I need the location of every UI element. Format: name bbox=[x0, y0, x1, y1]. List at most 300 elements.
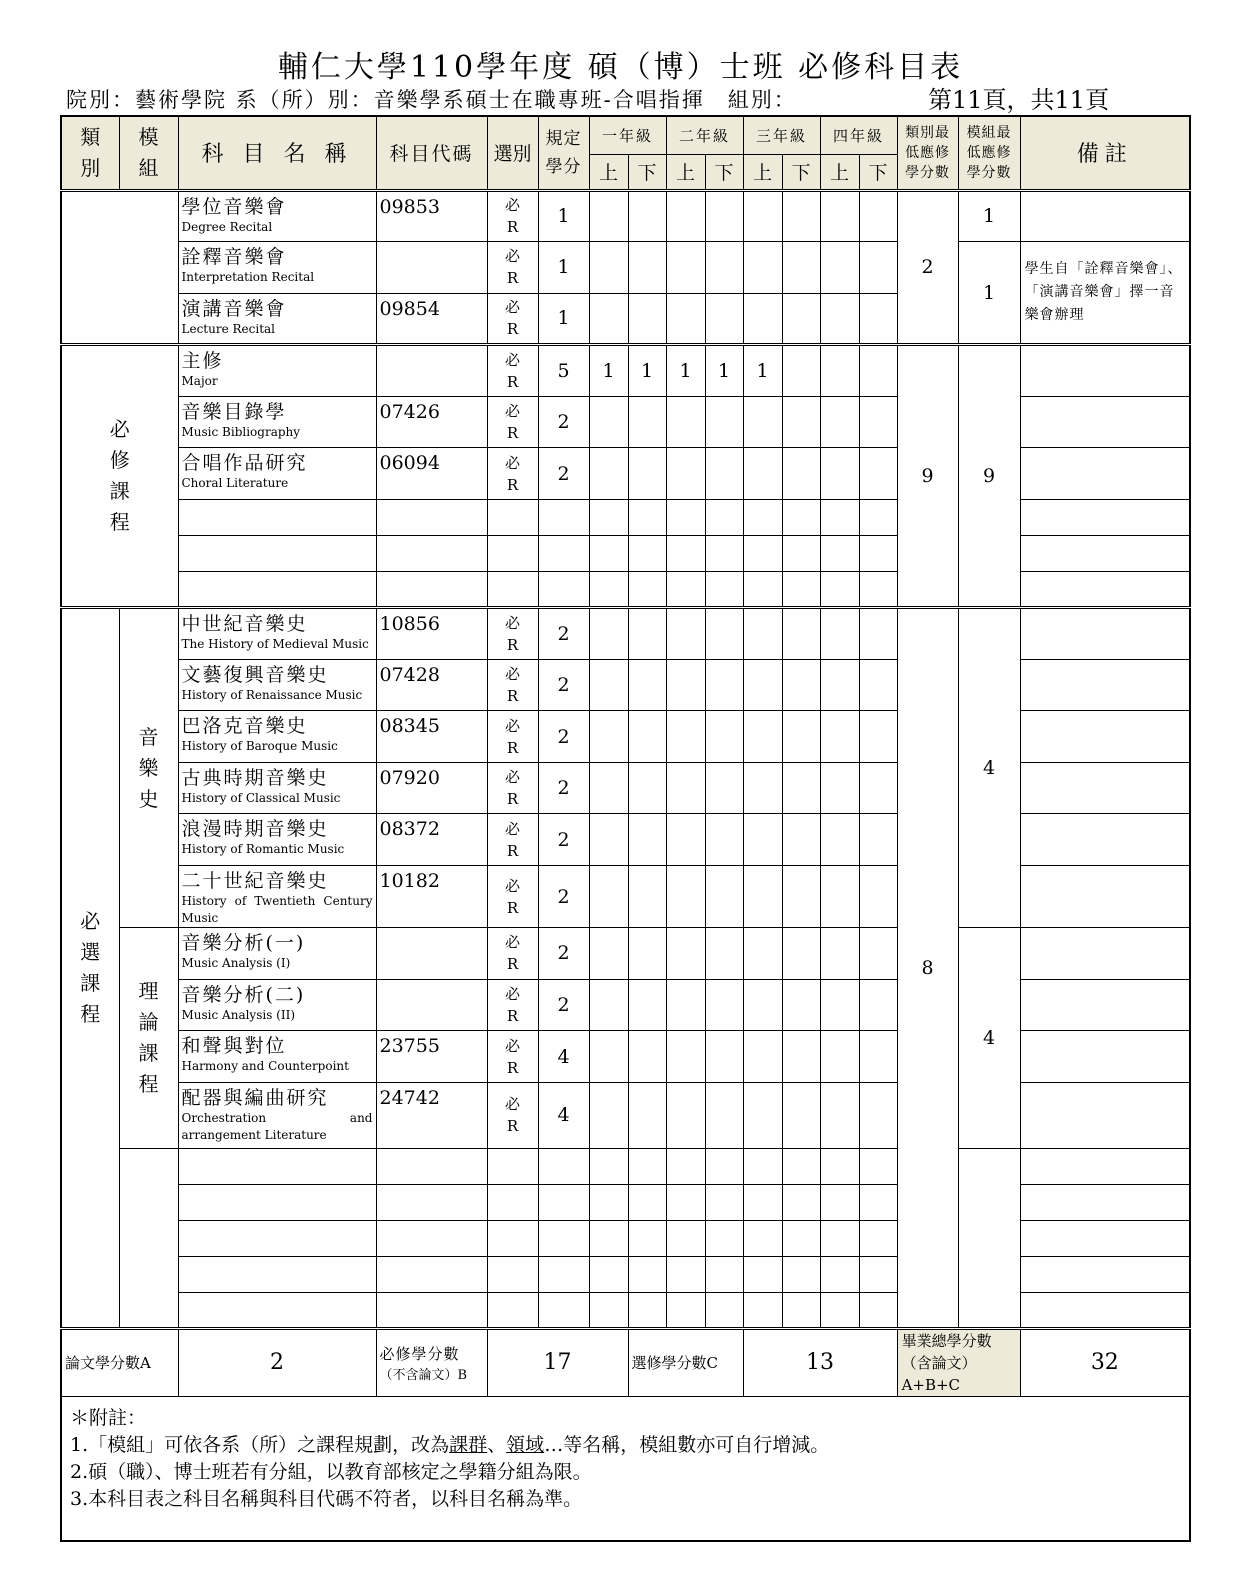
semester-cell: 1 bbox=[589, 345, 628, 397]
course-name-en: Lecture Recital bbox=[181, 321, 276, 336]
category-min: 9 bbox=[897, 345, 958, 608]
blank-cell bbox=[178, 536, 376, 572]
course-credits: 2 bbox=[538, 396, 589, 448]
course-name-en: Music Analysis (II) bbox=[181, 1007, 296, 1022]
semester-cell bbox=[589, 711, 628, 763]
semester-cell bbox=[705, 1031, 743, 1083]
semester-cell bbox=[782, 1082, 820, 1148]
course-selection bbox=[487, 659, 538, 711]
notes-heading: ＊附註： bbox=[70, 1406, 147, 1429]
semester-cell bbox=[743, 1220, 782, 1256]
remark-recital: 學生自「詮釋音樂會」、「演講音樂會」擇一音樂會辦理 bbox=[1020, 242, 1190, 345]
semester-cell bbox=[666, 536, 705, 572]
semester-cell bbox=[589, 1220, 628, 1256]
header-row-1 bbox=[61, 116, 1190, 154]
blank-cell bbox=[178, 1184, 376, 1220]
blank-cell bbox=[376, 500, 487, 536]
selection-zh: 必 bbox=[504, 768, 520, 787]
note-line-3: 3.本科目表之科目名稱與科目代碼不符者，以科目名稱為準。 bbox=[70, 1487, 583, 1510]
semester-cell bbox=[820, 762, 859, 814]
course-name-zh: 演講音樂會 bbox=[181, 297, 287, 320]
note-underline: 課群 bbox=[449, 1433, 488, 1456]
selection-en: R bbox=[506, 738, 519, 757]
semester-cell bbox=[820, 711, 859, 763]
header-selection: 選別 bbox=[487, 116, 538, 190]
page-number: 第11頁，共11頁 bbox=[928, 86, 1110, 114]
semester-cell bbox=[589, 814, 628, 866]
vertical-char: 史 bbox=[138, 786, 159, 811]
semester-cell bbox=[859, 608, 897, 660]
semester-cell bbox=[628, 1031, 666, 1083]
total-label-1: 畢業總學分數 bbox=[901, 1331, 992, 1350]
semester-cell bbox=[705, 1220, 743, 1256]
semester-cell bbox=[705, 572, 743, 608]
course-name-zh: 和聲與對位 bbox=[181, 1035, 287, 1058]
semester-cell bbox=[782, 190, 820, 242]
remark-blank bbox=[1020, 536, 1190, 572]
table-row bbox=[61, 814, 1190, 866]
semester-cell bbox=[589, 1256, 628, 1292]
semester-cell bbox=[782, 866, 820, 928]
remark-blank bbox=[1020, 711, 1190, 763]
table-row bbox=[61, 608, 1190, 660]
semester-cell bbox=[820, 572, 859, 608]
course-name bbox=[178, 711, 376, 763]
semester-cell bbox=[705, 242, 743, 294]
blank-cell bbox=[538, 1256, 589, 1292]
blank-cell bbox=[487, 1256, 538, 1292]
semester-cell bbox=[820, 1220, 859, 1256]
semester-cell bbox=[628, 1082, 666, 1148]
semester-cell bbox=[782, 608, 820, 660]
semester-cell bbox=[589, 293, 628, 345]
course-code: 09853 bbox=[376, 190, 487, 242]
semester-cell bbox=[589, 1292, 628, 1328]
module-min-blank bbox=[958, 1148, 1020, 1328]
selection-en: R bbox=[506, 269, 519, 288]
semester-cell bbox=[782, 659, 820, 711]
table-row bbox=[61, 979, 1190, 1031]
semester-cell bbox=[666, 1082, 705, 1148]
semester-cell bbox=[859, 762, 897, 814]
semester-cell bbox=[628, 928, 666, 980]
semester-cell bbox=[589, 536, 628, 572]
semester-cell bbox=[666, 1292, 705, 1328]
elective-credits-label: 選修學分數C bbox=[628, 1328, 743, 1396]
blank-cell bbox=[376, 1184, 487, 1220]
course-credits: 1 bbox=[538, 242, 589, 294]
semester-cell bbox=[782, 448, 820, 500]
course-selection bbox=[487, 866, 538, 928]
table-row bbox=[61, 242, 1190, 294]
total-credits-value: 32 bbox=[1020, 1328, 1190, 1396]
table-row bbox=[61, 866, 1190, 928]
module-music-history bbox=[119, 608, 178, 928]
total-label-2: （含論文） bbox=[901, 1353, 977, 1372]
semester-cell bbox=[782, 396, 820, 448]
semester-cell bbox=[820, 866, 859, 928]
semester-cell bbox=[743, 762, 782, 814]
semester-cell bbox=[628, 536, 666, 572]
header-year-4: 四年級 bbox=[820, 116, 897, 154]
blank-cell bbox=[178, 1148, 376, 1184]
semester-cell bbox=[628, 242, 666, 294]
module-min: 4 bbox=[958, 608, 1020, 928]
course-code: 06094 bbox=[376, 448, 487, 500]
semester-cell bbox=[589, 762, 628, 814]
module-min: 1 bbox=[958, 190, 1020, 242]
course-code: 07428 bbox=[376, 659, 487, 711]
category-min: 2 bbox=[897, 190, 958, 345]
vertical-char: 課 bbox=[80, 970, 101, 995]
vertical-char: 程 bbox=[80, 1001, 101, 1026]
semester-cell bbox=[628, 814, 666, 866]
vertical-char: 程 bbox=[138, 1071, 159, 1096]
table-row bbox=[61, 448, 1190, 500]
course-selection bbox=[487, 345, 538, 397]
module-theory bbox=[119, 928, 178, 1149]
course-selection bbox=[487, 448, 538, 500]
vertical-char: 必 bbox=[80, 908, 101, 933]
semester-cell bbox=[859, 1292, 897, 1328]
semester-cell bbox=[820, 1031, 859, 1083]
course-credits: 2 bbox=[538, 608, 589, 660]
blank-cell bbox=[538, 536, 589, 572]
selection-zh: 必 bbox=[504, 298, 520, 317]
table-row bbox=[61, 659, 1190, 711]
blank-cell bbox=[376, 1256, 487, 1292]
remark-blank bbox=[1020, 1031, 1190, 1083]
blank-cell bbox=[376, 1148, 487, 1184]
table-row bbox=[61, 1256, 1190, 1292]
semester-cell bbox=[666, 711, 705, 763]
header-sem: 上 bbox=[743, 154, 782, 190]
remark-blank bbox=[1020, 500, 1190, 536]
course-name-zh: 中世紀音樂史 bbox=[181, 613, 308, 636]
blank-cell bbox=[178, 500, 376, 536]
header-sem: 上 bbox=[666, 154, 705, 190]
remark-blank bbox=[1020, 345, 1190, 397]
semester-cell bbox=[705, 536, 743, 572]
header-remarks: 備註 bbox=[1020, 116, 1190, 190]
remark-blank bbox=[1020, 190, 1190, 242]
selection-zh: 必 bbox=[504, 402, 520, 421]
semester-cell bbox=[628, 190, 666, 242]
required-credits-label bbox=[376, 1328, 487, 1396]
semester-cell bbox=[743, 814, 782, 866]
semester-cell bbox=[859, 1031, 897, 1083]
semester-cell bbox=[820, 345, 859, 397]
semester-cell bbox=[666, 448, 705, 500]
course-name-en: History of Baroque Music bbox=[181, 739, 338, 754]
course-selection bbox=[487, 928, 538, 980]
semester-cell bbox=[628, 866, 666, 928]
semester-cell: 1 bbox=[705, 345, 743, 397]
semester-cell bbox=[859, 1220, 897, 1256]
course-selection bbox=[487, 396, 538, 448]
semester-cell bbox=[782, 1256, 820, 1292]
semester-cell bbox=[859, 1184, 897, 1220]
table-row bbox=[61, 536, 1190, 572]
course-name-en: Interpretation Recital bbox=[181, 270, 315, 285]
semester-cell bbox=[820, 1082, 859, 1148]
course-name bbox=[178, 242, 376, 294]
semester-cell bbox=[666, 762, 705, 814]
semester-cell bbox=[705, 293, 743, 345]
semester-cell bbox=[743, 500, 782, 536]
selection-zh: 必 bbox=[504, 933, 520, 952]
selection-en: R bbox=[506, 424, 519, 443]
semester-cell bbox=[859, 814, 897, 866]
semester-cell bbox=[705, 762, 743, 814]
category-required bbox=[61, 345, 178, 608]
course-name bbox=[178, 345, 376, 397]
semester-cell bbox=[782, 572, 820, 608]
header-course-name: 科 目 名 稱 bbox=[178, 116, 376, 190]
semester-cell bbox=[666, 928, 705, 980]
selection-zh: 必 bbox=[504, 664, 520, 683]
category-blank bbox=[61, 190, 178, 345]
note-underline: 領域 bbox=[506, 1433, 545, 1456]
semester-cell bbox=[705, 500, 743, 536]
course-credits: 2 bbox=[538, 659, 589, 711]
course-selection bbox=[487, 979, 538, 1031]
course-name-zh: 浪漫時期音樂史 bbox=[181, 818, 329, 841]
semester-cell bbox=[820, 1292, 859, 1328]
selection-en: R bbox=[506, 955, 519, 974]
course-selection bbox=[487, 190, 538, 242]
required-label: 必修學分數 bbox=[379, 1344, 460, 1363]
semester-cell bbox=[782, 1220, 820, 1256]
selection-zh: 必 bbox=[504, 613, 520, 632]
semester-cell bbox=[820, 1148, 859, 1184]
course-selection bbox=[487, 608, 538, 660]
remark-blank bbox=[1020, 1292, 1190, 1328]
college-department-line: 院別：藝術學院 系（所）別：音樂學系碩士在職專班-合唱指揮 組別： bbox=[66, 88, 797, 112]
semester-cell bbox=[666, 396, 705, 448]
header-sem: 下 bbox=[859, 154, 897, 190]
semester-cell bbox=[859, 500, 897, 536]
semester-cell bbox=[743, 659, 782, 711]
semester-cell bbox=[743, 1148, 782, 1184]
course-name-zh: 巴洛克音樂史 bbox=[181, 715, 308, 738]
selection-en: R bbox=[506, 841, 519, 860]
blank-cell bbox=[538, 1220, 589, 1256]
semester-cell bbox=[628, 293, 666, 345]
selection-en: R bbox=[506, 1117, 519, 1136]
course-name bbox=[178, 608, 376, 660]
table-row bbox=[61, 572, 1190, 608]
semester-cell bbox=[705, 866, 743, 928]
selection-zh: 必 bbox=[504, 876, 520, 895]
semester-cell bbox=[859, 711, 897, 763]
course-selection bbox=[487, 242, 538, 294]
remark-blank bbox=[1020, 928, 1190, 980]
semester-cell bbox=[589, 396, 628, 448]
course-name-en: The History of Medieval Music bbox=[181, 637, 369, 652]
semester-cell bbox=[820, 608, 859, 660]
thesis-credits-label: 論文學分數A bbox=[61, 1328, 178, 1396]
semester-cell bbox=[743, 1256, 782, 1292]
blank-cell bbox=[178, 1220, 376, 1256]
semester-cell bbox=[666, 866, 705, 928]
course-name bbox=[178, 396, 376, 448]
remark-blank bbox=[1020, 1184, 1190, 1220]
blank-cell bbox=[487, 500, 538, 536]
semester-cell bbox=[782, 1148, 820, 1184]
header-category-min: 類別最 低應修 學分數 bbox=[897, 116, 958, 190]
semester-cell bbox=[782, 762, 820, 814]
semester-cell bbox=[859, 979, 897, 1031]
selection-en: R bbox=[506, 1058, 519, 1077]
semester-cell bbox=[743, 572, 782, 608]
semester-cell bbox=[589, 1148, 628, 1184]
blank-cell bbox=[487, 1292, 538, 1328]
course-name-en: Music Bibliography bbox=[181, 424, 301, 439]
course-credits: 2 bbox=[538, 711, 589, 763]
semester-cell bbox=[782, 979, 820, 1031]
selection-en: R bbox=[506, 1006, 519, 1025]
remark-blank bbox=[1020, 1148, 1190, 1184]
course-credits: 2 bbox=[538, 979, 589, 1031]
notes-section bbox=[61, 1396, 1190, 1541]
course-code: 08372 bbox=[376, 814, 487, 866]
header-sem: 下 bbox=[628, 154, 666, 190]
semester-cell bbox=[589, 608, 628, 660]
table-row bbox=[61, 396, 1190, 448]
category-elective bbox=[61, 608, 119, 1329]
semester-cell bbox=[743, 190, 782, 242]
vertical-char: 程 bbox=[109, 510, 130, 535]
semester-cell bbox=[859, 242, 897, 294]
course-name bbox=[178, 928, 376, 980]
semester-cell bbox=[628, 762, 666, 814]
semester-cell bbox=[666, 500, 705, 536]
blank-cell bbox=[376, 1220, 487, 1256]
blank-cell bbox=[376, 572, 487, 608]
table-row bbox=[61, 1148, 1190, 1184]
course-code: 24742 bbox=[376, 1082, 487, 1148]
thesis-credits-value: 2 bbox=[178, 1328, 376, 1396]
remark-blank bbox=[1020, 1082, 1190, 1148]
remark-blank bbox=[1020, 762, 1190, 814]
semester-cell: 1 bbox=[628, 345, 666, 397]
remark-blank bbox=[1020, 1256, 1190, 1292]
semester-cell bbox=[705, 711, 743, 763]
selection-en: R bbox=[506, 475, 519, 494]
course-name-zh: 音樂目錄學 bbox=[181, 400, 287, 423]
course-name-zh: 合唱作品研究 bbox=[181, 452, 308, 475]
course-name-en: History of Renaissance Music bbox=[181, 687, 363, 702]
semester-cell bbox=[666, 242, 705, 294]
selection-en: R bbox=[506, 635, 519, 654]
remark-blank bbox=[1020, 979, 1190, 1031]
semester-cell bbox=[859, 1082, 897, 1148]
semester-cell bbox=[628, 659, 666, 711]
course-name-en: History of Twentieth Century Music bbox=[181, 894, 373, 926]
semester-cell bbox=[589, 448, 628, 500]
course-credits: 2 bbox=[538, 448, 589, 500]
semester-cell bbox=[820, 979, 859, 1031]
semester-cell bbox=[782, 1292, 820, 1328]
course-code: 10856 bbox=[376, 608, 487, 660]
course-name bbox=[178, 659, 376, 711]
total-label-3: A+B+C bbox=[901, 1375, 961, 1394]
blank-cell bbox=[178, 572, 376, 608]
course-credits: 2 bbox=[538, 762, 589, 814]
course-name bbox=[178, 293, 376, 345]
selection-zh: 必 bbox=[504, 196, 520, 215]
course-credits: 4 bbox=[538, 1031, 589, 1083]
semester-cell bbox=[666, 979, 705, 1031]
header-sem: 下 bbox=[705, 154, 743, 190]
selection-en: R bbox=[506, 790, 519, 809]
course-name-zh: 配器與編曲研究 bbox=[181, 1086, 329, 1109]
semester-cell bbox=[705, 659, 743, 711]
course-selection bbox=[487, 293, 538, 345]
selection-zh: 必 bbox=[504, 984, 520, 1003]
table-row bbox=[61, 1328, 1190, 1396]
semester-cell bbox=[743, 608, 782, 660]
vertical-char: 樂 bbox=[138, 755, 159, 780]
total-credits-label bbox=[897, 1328, 1020, 1396]
semester-cell bbox=[666, 190, 705, 242]
semester-cell bbox=[705, 448, 743, 500]
semester-cell bbox=[820, 1256, 859, 1292]
blank-cell bbox=[487, 572, 538, 608]
semester-cell bbox=[589, 242, 628, 294]
course-credits: 2 bbox=[538, 928, 589, 980]
semester-cell bbox=[589, 1031, 628, 1083]
semester-cell bbox=[782, 928, 820, 980]
header-category: 類 別 bbox=[61, 116, 119, 190]
header-module-min: 模組最 低應修 學分數 bbox=[958, 116, 1020, 190]
semester-cell bbox=[628, 1184, 666, 1220]
course-name-zh: 學位音樂會 bbox=[181, 195, 287, 218]
module-min: 9 bbox=[958, 345, 1020, 608]
course-code: 08345 bbox=[376, 711, 487, 763]
course-code: 23755 bbox=[376, 1031, 487, 1083]
course-name-zh: 文藝復興音樂史 bbox=[181, 663, 329, 686]
semester-cell bbox=[705, 1184, 743, 1220]
course-selection bbox=[487, 814, 538, 866]
course-code bbox=[376, 928, 487, 980]
semester-cell bbox=[782, 500, 820, 536]
semester-cell bbox=[859, 345, 897, 397]
course-code: 09854 bbox=[376, 293, 487, 345]
course-code bbox=[376, 242, 487, 294]
blank-cell bbox=[178, 1292, 376, 1328]
semester-cell bbox=[705, 396, 743, 448]
required-credits-value: 17 bbox=[487, 1328, 628, 1396]
semester-cell bbox=[782, 536, 820, 572]
semester-cell bbox=[705, 979, 743, 1031]
selection-en: R bbox=[506, 320, 519, 339]
selection-en: R bbox=[506, 898, 519, 917]
course-credits: 4 bbox=[538, 1082, 589, 1148]
selection-zh: 必 bbox=[504, 247, 520, 266]
selection-zh: 必 bbox=[504, 351, 520, 370]
course-credits: 1 bbox=[538, 293, 589, 345]
course-name-en: Harmony and Counterpoint bbox=[181, 1059, 349, 1074]
course-name-en: Major bbox=[181, 374, 218, 389]
semester-cell bbox=[628, 448, 666, 500]
table-row bbox=[61, 762, 1190, 814]
semester-cell bbox=[743, 866, 782, 928]
selection-en: R bbox=[506, 373, 519, 392]
remark-blank bbox=[1020, 608, 1190, 660]
vertical-char: 必 bbox=[109, 417, 130, 442]
